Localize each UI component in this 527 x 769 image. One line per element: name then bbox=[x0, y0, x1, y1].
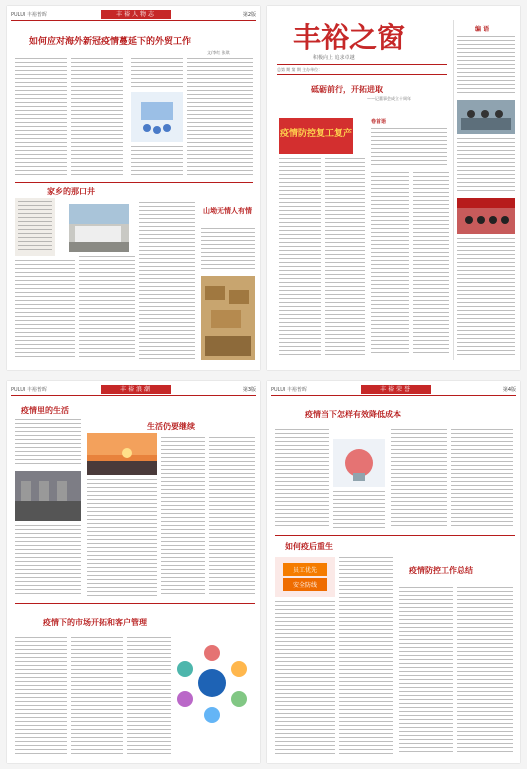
divider bbox=[275, 535, 515, 536]
text-column bbox=[371, 128, 447, 168]
handwriting-title: 山坳无情人有情 bbox=[203, 206, 252, 215]
logo: PULUI 丰裕普晖 bbox=[11, 387, 47, 393]
divider bbox=[15, 603, 255, 604]
editorial-label: 卷首语 bbox=[371, 119, 387, 125]
customer-circle-diagram bbox=[171, 641, 253, 725]
text-column bbox=[161, 437, 205, 597]
issue-info: 总第 期 第 期 主办单位： bbox=[277, 67, 323, 72]
text-column bbox=[339, 557, 393, 755]
page-number: 第2版 bbox=[242, 12, 256, 18]
text-column bbox=[391, 429, 447, 529]
text-column bbox=[279, 158, 321, 356]
text-column bbox=[187, 58, 253, 178]
section-tab: 丰裕人物志 bbox=[101, 10, 171, 19]
section-tab: 丰裕荣誉 bbox=[361, 385, 431, 394]
text-column bbox=[325, 158, 365, 356]
divider bbox=[277, 64, 447, 65]
badge-graphic bbox=[275, 557, 335, 597]
text-column bbox=[399, 587, 453, 755]
meeting-photo bbox=[457, 100, 515, 134]
logo: PULUI 丰裕普晖 bbox=[11, 12, 47, 18]
page-two bbox=[267, 6, 520, 370]
page-one bbox=[7, 6, 260, 370]
text-column bbox=[131, 146, 183, 178]
text-column bbox=[457, 138, 515, 194]
motto: 积极向上 追求卓越 bbox=[313, 55, 355, 61]
badge-text-2: 安全防线 bbox=[283, 578, 327, 591]
text-column bbox=[457, 36, 515, 96]
text-column bbox=[79, 256, 135, 360]
cost-illustration bbox=[333, 439, 385, 487]
text-column bbox=[15, 260, 75, 360]
text-column bbox=[371, 172, 409, 356]
divider bbox=[15, 182, 253, 183]
sidebar-title: 编 语 bbox=[475, 26, 490, 33]
page-four bbox=[267, 381, 520, 763]
divider bbox=[277, 74, 447, 75]
sub-headline: 生活仍要继续 bbox=[147, 421, 195, 431]
sunset-photo bbox=[87, 433, 157, 475]
headline: 如何应对海外新冠疫情蔓延下的外贸工作 bbox=[29, 37, 192, 47]
text-column bbox=[413, 172, 449, 356]
warehouse-photo bbox=[201, 276, 255, 360]
text-column bbox=[457, 238, 515, 356]
text-column bbox=[71, 58, 123, 178]
text-column bbox=[209, 437, 255, 597]
page-three bbox=[7, 381, 260, 763]
page-header bbox=[271, 385, 516, 396]
trade-illustration bbox=[131, 92, 183, 142]
text-column bbox=[127, 681, 171, 755]
badge-text: 员工优先 bbox=[283, 563, 327, 576]
text-column bbox=[15, 58, 67, 178]
sub-headline: 如何疫后重生 bbox=[285, 541, 333, 551]
headline: 疫情里的生活 bbox=[21, 405, 69, 415]
factory-photo bbox=[15, 471, 81, 521]
text-column bbox=[15, 637, 67, 755]
sub-headline: 家乡的那口井 bbox=[47, 186, 95, 196]
column-divider bbox=[453, 20, 454, 360]
text-column bbox=[275, 601, 335, 755]
page-number: 第4版 bbox=[502, 387, 516, 393]
lower-headline: 疫情下的市场开拓和客户管理 bbox=[43, 617, 147, 627]
text-column bbox=[201, 228, 255, 272]
text-column bbox=[457, 587, 513, 755]
text-column bbox=[15, 419, 81, 467]
lower-headline: 疫情防控工作总结 bbox=[409, 565, 473, 575]
text-column bbox=[139, 202, 195, 360]
text-column bbox=[15, 525, 81, 595]
headline: 疫情当下怎样有效降低成本 bbox=[305, 409, 401, 419]
page-header bbox=[11, 10, 256, 21]
village-photo bbox=[69, 204, 129, 252]
text-column bbox=[127, 637, 171, 677]
page-number: 第3版 bbox=[242, 387, 256, 393]
sub-headline: 砥砺前行，开拓进取 bbox=[311, 84, 383, 94]
epidemic-banner bbox=[279, 118, 353, 154]
banner-text: 疫情防控复工复产 bbox=[279, 129, 352, 139]
section-tab: 丰裕浪潮 bbox=[101, 385, 171, 394]
text-box bbox=[15, 198, 55, 256]
sub-sub-headline: ——记董事会成立十周年 bbox=[367, 96, 411, 101]
text-column bbox=[131, 58, 183, 88]
text-column bbox=[275, 429, 329, 529]
page-header bbox=[11, 385, 256, 396]
text-column bbox=[451, 429, 513, 529]
text-column bbox=[333, 491, 385, 529]
logo: PULUI 丰裕普晖 bbox=[271, 387, 307, 393]
text-column bbox=[87, 479, 157, 597]
group-photo bbox=[457, 198, 515, 234]
text-column bbox=[71, 637, 123, 755]
byline: 文/李红 张琪 bbox=[207, 50, 230, 55]
masthead: 丰裕之窗 bbox=[293, 21, 406, 54]
